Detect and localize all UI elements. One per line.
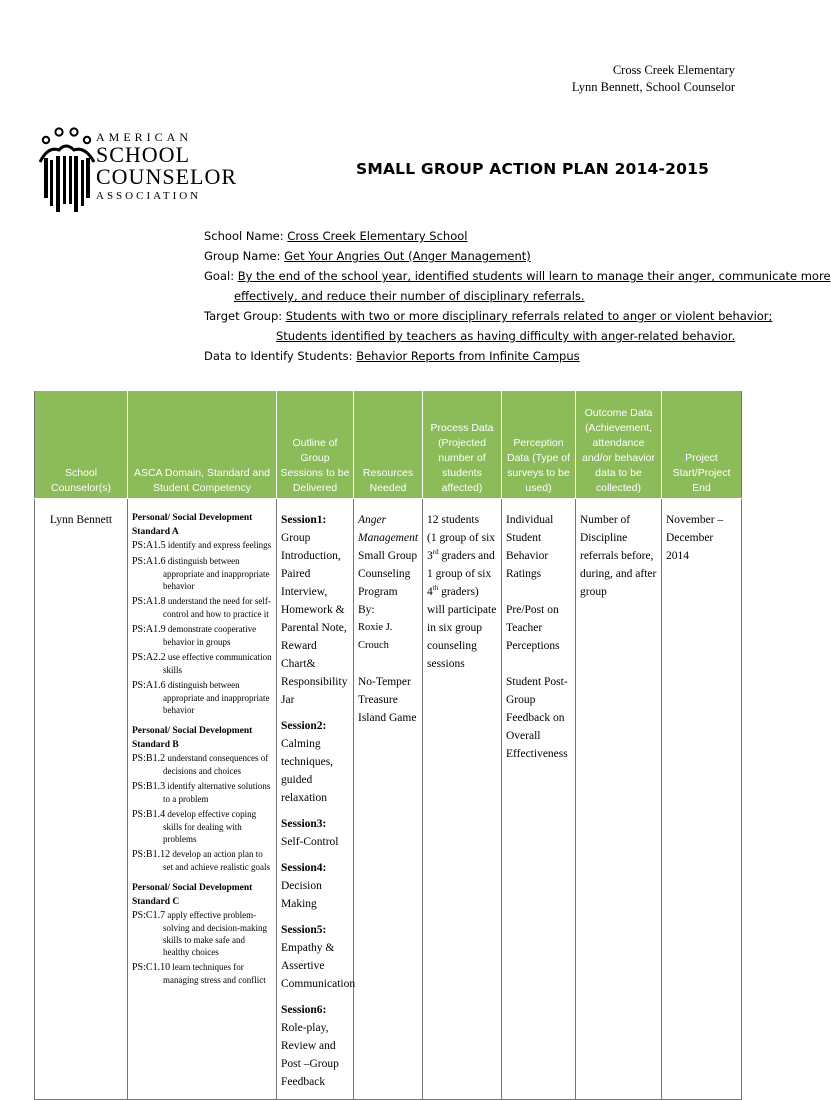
standard-text: distinguish between appropriate and inappropriate behavior — [163, 679, 270, 715]
table-row — [35, 498, 742, 1099]
cell-outcome-data: Number of Discipline referrals before, during, and after group — [576, 498, 662, 1099]
header-resources: Resources Needed — [354, 391, 423, 498]
school-line: Cross Creek Elementary — [612, 63, 735, 77]
asca-logo — [38, 122, 238, 222]
cell-resources: Anger Management Small Group Counseling Program By: Roxie J. Crouch No-Temper Treasure Island Game — [354, 498, 423, 1099]
header-process-data: Process Data (Projected number of students affected) — [423, 391, 502, 498]
session-4: Session4: Decision Making — [281, 861, 327, 910]
standard-code: PS:B1.3 — [132, 780, 166, 792]
standard-text: identify and express feelings — [165, 539, 272, 550]
cell-perception-data — [502, 498, 576, 1099]
standard-item — [132, 679, 272, 716]
session-5: Session5: Empathy & Assertive Communication — [281, 923, 356, 990]
standard-item — [132, 623, 272, 648]
standard-text: apply effective problem-solving and decision-making skills to make safe and healthy choices — [163, 909, 267, 957]
target-group-row-2 — [204, 326, 831, 346]
standard-text: learn techniques for managing stress and conflict — [163, 961, 266, 985]
standard-text: understand consequences of decisions and choices — [163, 752, 269, 776]
session-2: Session2: Calming techniques, guided relaxation — [281, 719, 334, 804]
school-name-value: Cross Creek Elementary School — [287, 229, 468, 243]
standard-a-heading: Personal/ Social Development Standard A — [132, 512, 253, 537]
standard-text: develop effective coping skills for dealing with problems — [163, 808, 257, 844]
goal-line-1: By the end of the school year, identified students will learn to manage their anger, communicate more — [237, 269, 831, 283]
standard-code: PS:C1.10 — [132, 961, 171, 973]
standard-text: develop an action plan to set and achieve realistic goals — [163, 848, 270, 872]
data-identify-value: Behavior Reports from Infinite Campus — [356, 349, 580, 363]
standard-code: PS:A1.8 — [132, 595, 166, 607]
action-plan-table — [34, 391, 742, 1100]
standard-code: PS:A2.2 — [132, 651, 166, 663]
document-header — [572, 62, 735, 96]
standard-text: demonstrate cooperative behavior in groups — [163, 623, 257, 647]
standard-text: identify alternative solutions to a problem — [163, 780, 271, 804]
table-header-row — [35, 391, 742, 498]
standard-c-list — [132, 909, 272, 986]
target-line-1: Students with two or more disciplinary referrals related to anger or violent behavior; — [285, 309, 773, 323]
standard-a-list — [132, 539, 272, 716]
standard-code: PS:A1.6 — [132, 679, 166, 691]
group-name-row: Group Name: Get Your Angries Out (Anger Management) — [204, 249, 531, 263]
standard-item — [132, 555, 272, 592]
target-group-row: Target Group: Students with two or more disciplinary referrals related to anger or violent behavior; — [204, 309, 773, 323]
standard-code: PS:B1.2 — [132, 752, 166, 764]
standard-item — [132, 780, 272, 805]
goal-line-2: effectively, and reduce their number of disciplinary referrals. — [234, 289, 585, 303]
standard-item — [132, 651, 272, 676]
counselor-line: Lynn Bennett, School Counselor — [571, 80, 735, 94]
session-1: Session1: Group Introduction, Paired Interview, Homework & Parental Note, Reward Chart& Responsibility Jar — [281, 513, 348, 706]
target-line-2: Students identified by teachers as having difficulty with anger-related behavior. — [276, 329, 736, 343]
standard-code: PS:A1.5 — [132, 539, 166, 551]
standard-code: PS:B1.4 — [132, 808, 166, 820]
standard-code: PS:A1.6 — [132, 555, 166, 567]
standard-code: PS:B1.12 — [132, 848, 171, 860]
resource-author: Roxie J. Crouch — [358, 621, 393, 651]
header-asca-domain: ASCA Domain, Standard and Student Competency — [128, 391, 277, 498]
resource-1: Anger Management Small Group Counseling Program — [358, 513, 419, 598]
session-6: Session6: Role-play, Review and Post –Group Feedback — [281, 1003, 339, 1088]
goal-row-2 — [204, 286, 831, 306]
standard-item — [132, 961, 272, 986]
resource-2: No-Temper Treasure Island Game — [358, 675, 417, 724]
logo-wordmark: AMERICAN SCHOOL COUNSELOR ASSOCIATION — [96, 130, 238, 202]
perception-3: Student Post-Group Feedback on Overall Effectiveness — [506, 675, 568, 760]
plan-info — [204, 226, 831, 366]
standard-item — [132, 848, 272, 873]
standard-item — [132, 808, 272, 845]
standard-b-list — [132, 752, 272, 873]
standard-c-heading: Personal/ Social Development Standard C — [132, 882, 253, 907]
standard-b-heading: Personal/ Social Development Standard B — [132, 725, 253, 750]
standard-code: PS:A1.9 — [132, 623, 166, 635]
cell-process-data: 12 students (1 group of six 3rd graders and 1 group of six 4th graders) will participate in six group counseling sessions — [423, 498, 502, 1099]
header-project-dates: Project Start/Project End — [662, 391, 742, 498]
cell-sessions — [277, 498, 354, 1099]
standard-text: understand the need for self-control and how to practice it — [163, 595, 271, 619]
perception-2: Pre/Post on Teacher Perceptions — [506, 603, 560, 652]
header-outcome-data: Outcome Data (Achievement, attendance and/or behavior data to be collected) — [576, 391, 662, 498]
standard-code: PS:C1.7 — [132, 909, 166, 921]
session-3: Session3: Self-Control — [281, 817, 339, 848]
cell-project-dates: November – December 2014 — [662, 498, 742, 1099]
goal-row: Goal: By the end of the school year, identified students will learn to manage their anger, communicate more — [204, 269, 831, 283]
cell-standards — [128, 498, 277, 1099]
standard-text: use effective communication skills — [163, 651, 272, 675]
asca-figures-icon — [38, 122, 98, 222]
page-title: SMALL GROUP ACTION PLAN 2014-2015 — [356, 160, 710, 178]
header-counselor: School Counselor(s) — [35, 391, 128, 498]
data-identify-row: Data to Identify Students: Behavior Reports from Infinite Campus — [204, 349, 580, 363]
standard-item — [132, 595, 272, 620]
standard-item — [132, 752, 272, 777]
standard-item — [132, 539, 272, 552]
header-session-outline: Outline of Group Sessions to be Delivered — [277, 391, 354, 498]
perception-1: Individual Student Behavior Ratings — [506, 513, 554, 580]
group-name-value: Get Your Angries Out (Anger Management) — [284, 249, 531, 263]
school-name-row: School Name: Cross Creek Elementary School — [204, 229, 468, 243]
cell-counselor: Lynn Bennett — [35, 498, 128, 1099]
header-perception-data: Perception Data (Type of surveys to be used) — [502, 391, 576, 498]
standard-item — [132, 909, 272, 958]
standard-text: distinguish between appropriate and inappropriate behavior — [163, 555, 270, 591]
